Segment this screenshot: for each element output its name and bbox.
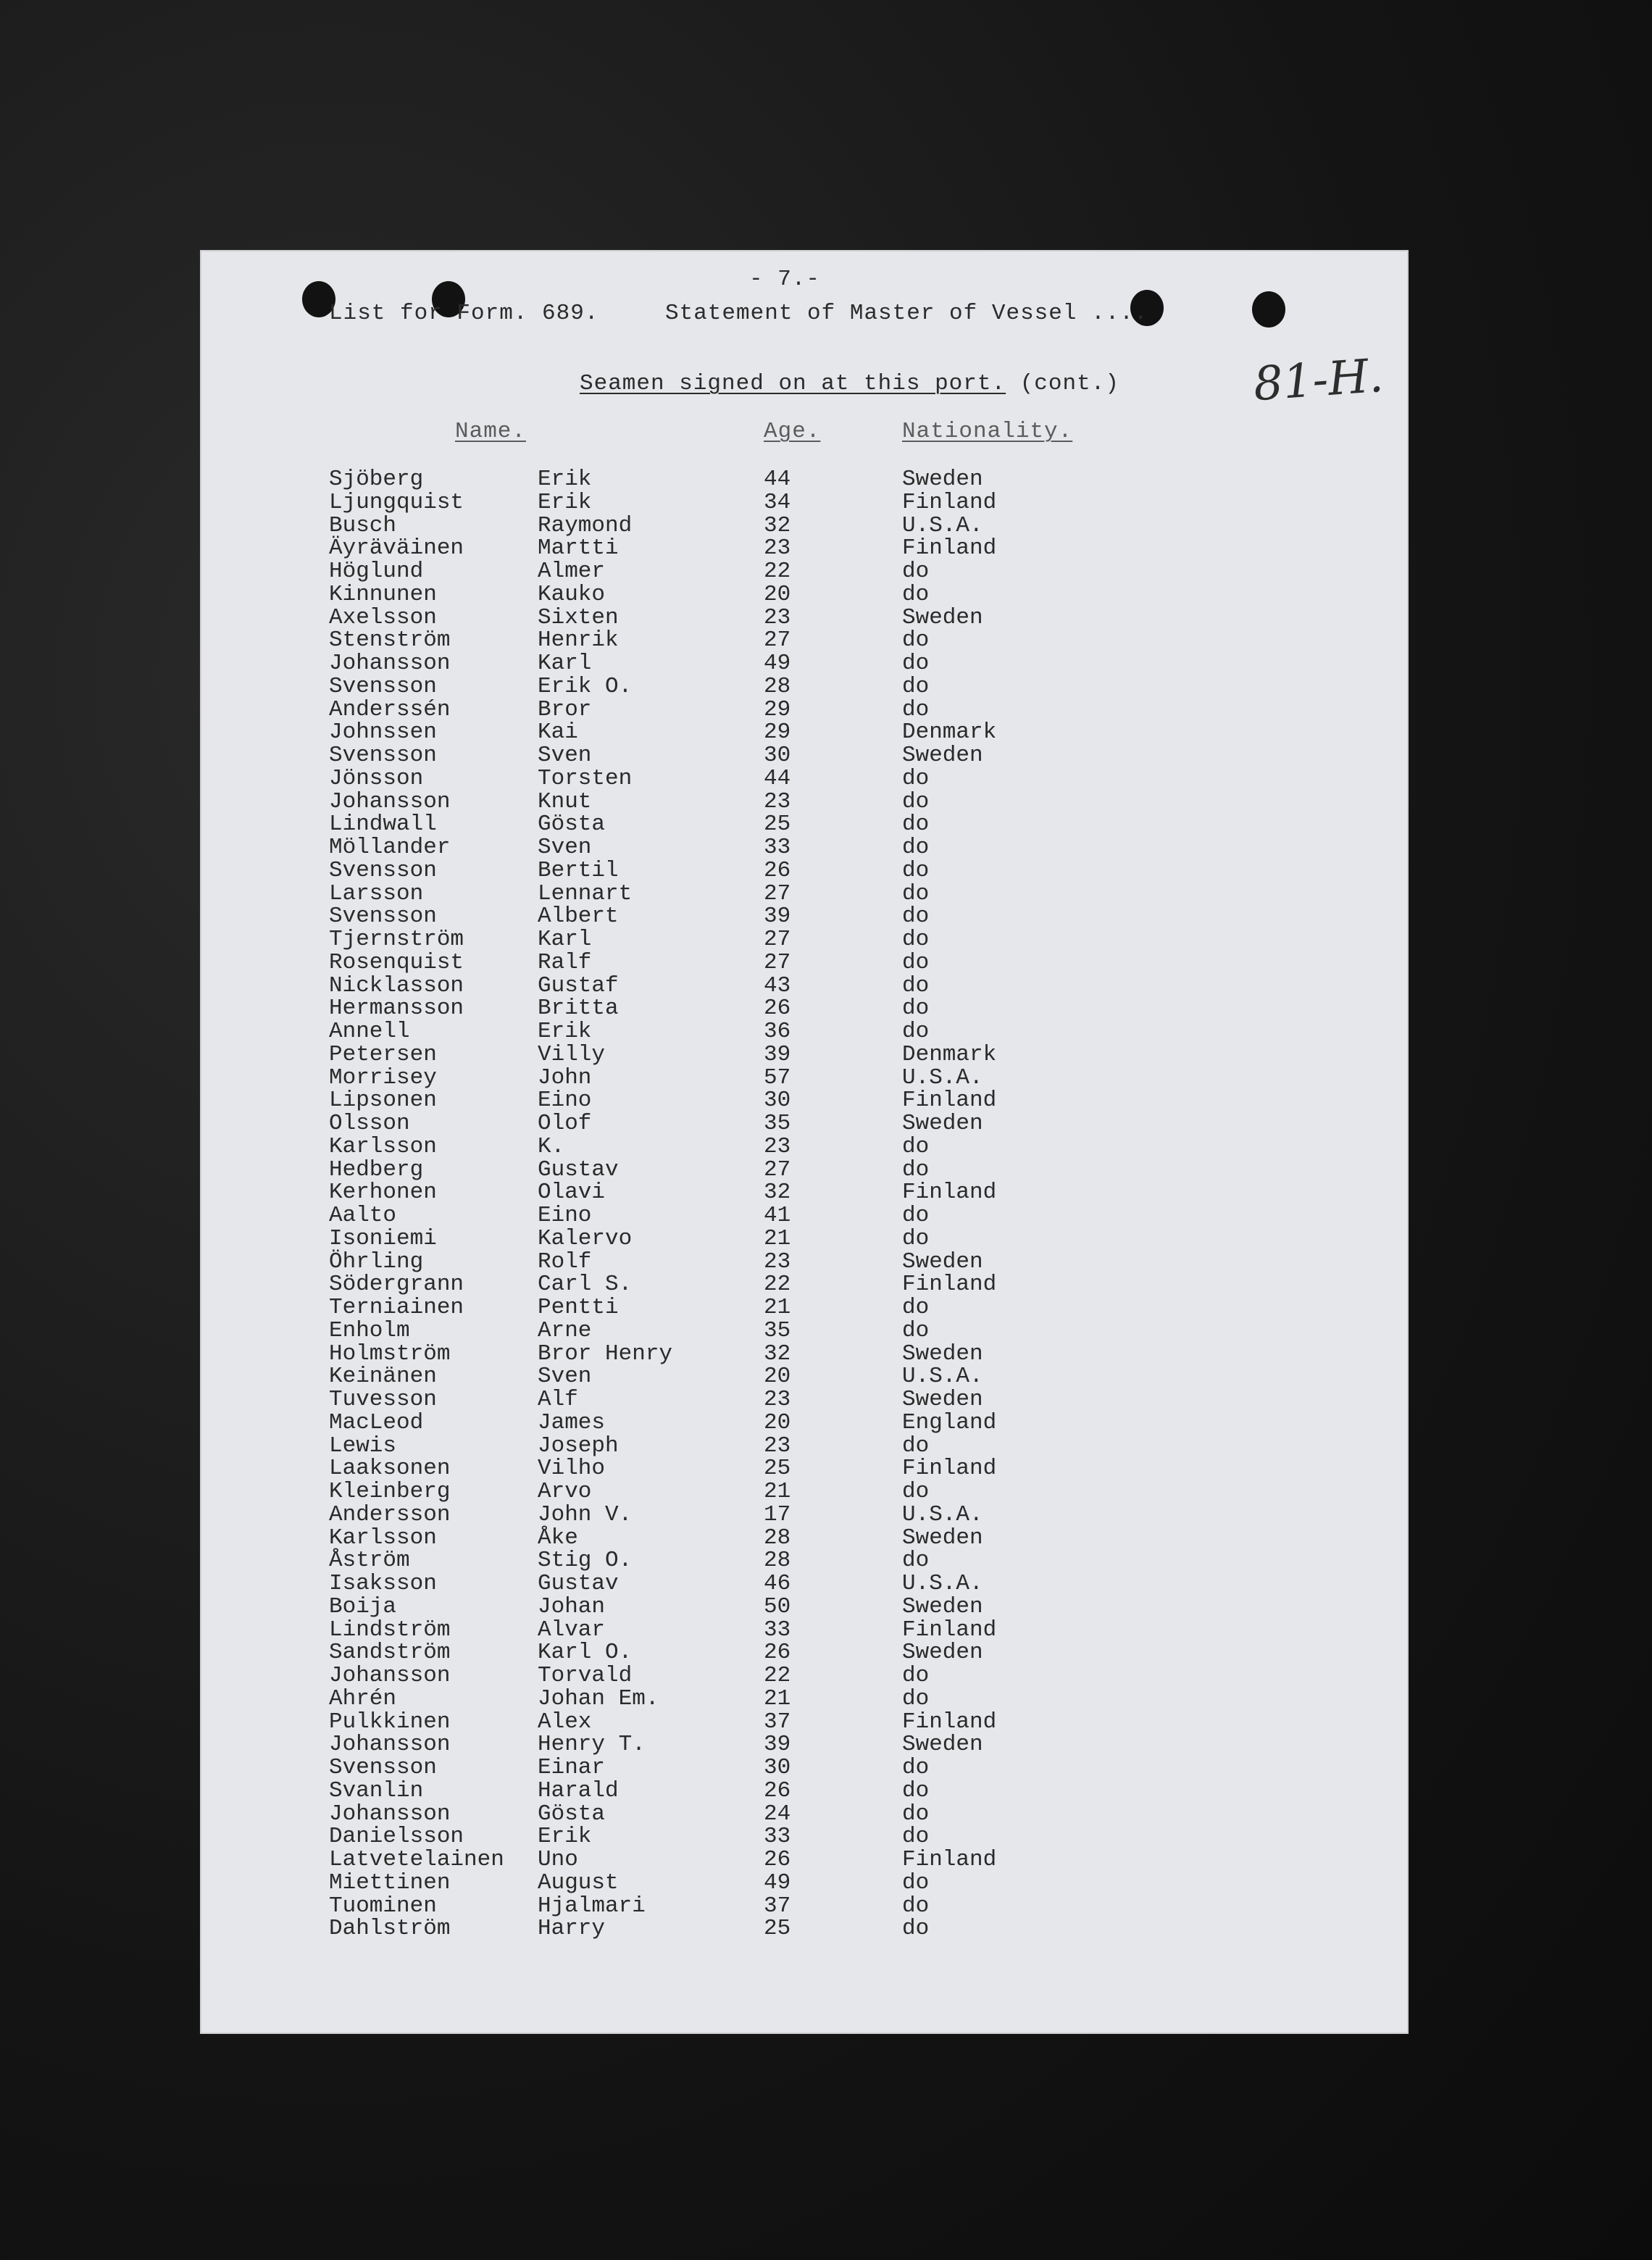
seaman-surname: Svensson	[329, 857, 437, 883]
seaman-nationality: Finland	[902, 1456, 997, 1482]
seaman-given-name: Hjalmari	[538, 1893, 646, 1919]
seaman-given-name: Åke	[538, 1525, 578, 1551]
seaman-nationality: do	[902, 1801, 930, 1827]
seaman-age: 28	[764, 1548, 791, 1574]
seaman-surname: Åström	[329, 1548, 410, 1574]
seaman-given-name: Arvo	[538, 1479, 592, 1504]
seaman-nationality: do	[902, 1479, 930, 1504]
seaman-given-name: Erik O.	[538, 673, 633, 699]
seaman-age: 21	[764, 1479, 791, 1504]
seaman-age: 26	[764, 1640, 791, 1666]
seaman-age: 33	[764, 835, 791, 860]
seaman-age: 22	[764, 1663, 791, 1688]
seaman-given-name: Olavi	[538, 1180, 606, 1206]
seaman-nationality: do	[902, 1317, 930, 1343]
seaman-age: 23	[764, 1433, 791, 1459]
seaman-nationality: do	[902, 1755, 930, 1780]
seaman-surname: Nicklasson	[329, 972, 464, 998]
handwritten-note: 81-H.	[1251, 349, 1385, 412]
seaman-surname: Johansson	[329, 1663, 451, 1688]
seaman-nationality: do	[902, 673, 930, 699]
seaman-age: 50	[764, 1593, 791, 1619]
seaman-given-name: Sixten	[538, 604, 619, 630]
seaman-age: 22	[764, 559, 791, 584]
seaman-surname: Södergrann	[329, 1272, 464, 1298]
seaman-age: 29	[764, 720, 791, 746]
seaman-surname: Johansson	[329, 1732, 451, 1758]
seaman-given-name: Pentti	[538, 1295, 619, 1320]
seaman-given-name: Lennart	[538, 880, 633, 906]
seaman-nationality: Finland	[902, 489, 997, 515]
seaman-age: 23	[764, 1133, 791, 1159]
seaman-nationality: do	[902, 1203, 930, 1228]
seaman-age: 21	[764, 1225, 791, 1251]
seaman-age: 32	[764, 1340, 791, 1367]
seaman-surname: Svensson	[329, 1755, 437, 1780]
seaman-given-name: Torsten	[538, 765, 633, 791]
seaman-age: 29	[764, 696, 791, 722]
seaman-given-name: Arne	[538, 1317, 592, 1343]
seaman-given-name: Gösta	[538, 1801, 606, 1827]
seaman-given-name: Johan	[538, 1593, 606, 1619]
seaman-given-name: Alex	[538, 1709, 592, 1735]
seaman-given-name: Gustaf	[538, 972, 619, 998]
seaman-surname: Lipsonen	[329, 1088, 437, 1114]
seaman-surname: Danielsson	[329, 1824, 464, 1850]
seaman-surname: Axelsson	[329, 604, 437, 630]
seaman-nationality: do	[902, 1824, 930, 1850]
seaman-age: 37	[764, 1709, 791, 1735]
section-suffix: (cont.)	[1019, 371, 1119, 396]
seaman-surname: Olsson	[329, 1111, 410, 1136]
seaman-given-name: Eino	[538, 1203, 592, 1228]
header-nationality: Nationality.	[902, 419, 1073, 444]
seaman-age: 43	[764, 972, 791, 998]
seaman-nationality: do	[902, 696, 930, 722]
seaman-nationality: Sweden	[902, 1593, 983, 1619]
seaman-given-name: Martti	[538, 535, 619, 562]
seaman-given-name: John	[538, 1064, 592, 1091]
seaman-nationality: Denmark	[902, 720, 997, 746]
seaman-nationality: U.S.A.	[902, 1064, 983, 1091]
seaman-given-name: Gustav	[538, 1156, 619, 1183]
seaman-given-name: Olof	[538, 1111, 592, 1136]
seaman-nationality: do	[902, 1295, 930, 1320]
seaman-surname: Karlsson	[329, 1133, 437, 1159]
seaman-age: 28	[764, 673, 791, 699]
seaman-nationality: do	[902, 812, 930, 838]
seaman-given-name: Carl S.	[538, 1272, 633, 1298]
seaman-nationality: Sweden	[902, 1111, 983, 1136]
seaman-age: 33	[764, 1617, 791, 1643]
seaman-surname: Latvetelainen	[329, 1847, 504, 1872]
seaman-age: 21	[764, 1295, 791, 1320]
seaman-age: 25	[764, 1916, 791, 1942]
seaman-given-name: Albert	[538, 904, 619, 930]
seaman-given-name: Bertil	[538, 857, 619, 883]
seaman-surname: Anderssén	[329, 696, 451, 722]
seaman-surname: Terniainen	[329, 1295, 464, 1320]
header-name: Name.	[455, 419, 527, 444]
seaman-age: 20	[764, 1364, 791, 1390]
seaman-surname: MacLeod	[329, 1409, 424, 1435]
seaman-age: 41	[764, 1203, 791, 1228]
seaman-age: 32	[764, 1180, 791, 1206]
seaman-nationality: do	[902, 1777, 930, 1804]
seaman-surname: Sjöberg	[329, 467, 424, 492]
seaman-given-name: Rolf	[538, 1248, 592, 1275]
seaman-surname: Ahrén	[329, 1685, 397, 1711]
seaman-given-name: Stig O.	[538, 1548, 633, 1574]
seaman-age: 39	[764, 1732, 791, 1758]
seaman-surname: Miettinen	[329, 1869, 451, 1896]
seaman-nationality: do	[902, 1893, 930, 1919]
seaman-age: 21	[764, 1685, 791, 1711]
seaman-given-name: James	[538, 1409, 606, 1435]
seaman-given-name: K.	[538, 1133, 565, 1159]
seaman-nationality: Finland	[902, 1180, 997, 1206]
seaman-age: 27	[764, 927, 791, 952]
seaman-surname: Öhrling	[329, 1248, 424, 1275]
seaman-age: 26	[764, 857, 791, 883]
seaman-surname: Möllander	[329, 835, 451, 860]
seaman-nationality: Sweden	[902, 1525, 983, 1551]
seaman-given-name: Einar	[538, 1755, 606, 1780]
seaman-age: 17	[764, 1501, 791, 1527]
seaman-surname: Karlsson	[329, 1525, 437, 1551]
seaman-nationality: England	[902, 1409, 997, 1435]
seaman-given-name: Erik	[538, 1824, 592, 1850]
seaman-age: 30	[764, 1088, 791, 1114]
seaman-age: 23	[764, 535, 791, 562]
seaman-nationality: do	[902, 835, 930, 860]
seaman-age: 27	[764, 949, 791, 975]
seaman-surname: Rosenquist	[329, 949, 464, 975]
seaman-given-name: Alf	[538, 1387, 578, 1412]
seaman-surname: Johansson	[329, 1801, 451, 1827]
seaman-nationality: do	[902, 559, 930, 584]
seaman-nationality: do	[902, 1663, 930, 1688]
seaman-given-name: Knut	[538, 788, 592, 814]
seaman-given-name: Bror Henry	[538, 1340, 673, 1367]
seaman-age: 20	[764, 581, 791, 607]
seaman-surname: Svanlin	[329, 1777, 424, 1804]
punch-hole	[1252, 291, 1285, 328]
seaman-nationality: Sweden	[902, 604, 983, 630]
section-title	[580, 371, 1119, 396]
seaman-surname: Isaksson	[329, 1571, 437, 1596]
seaman-age: 37	[764, 1893, 791, 1919]
seaman-given-name: Harald	[538, 1777, 619, 1804]
seaman-nationality: do	[902, 651, 930, 676]
seaman-surname: Jönsson	[329, 765, 424, 791]
seaman-surname: Busch	[329, 512, 397, 538]
seaman-nationality: do	[902, 627, 930, 654]
seaman-surname: Höglund	[329, 559, 424, 584]
seaman-age: 30	[764, 1755, 791, 1780]
seaman-given-name: Vilho	[538, 1456, 606, 1482]
seaman-surname: Enholm	[329, 1317, 410, 1343]
seaman-given-name: Karl	[538, 927, 592, 952]
seaman-given-name: Britta	[538, 996, 619, 1022]
seaman-surname: Tuominen	[329, 1893, 437, 1919]
seaman-surname: Sandström	[329, 1640, 451, 1666]
seaman-surname: Morrisey	[329, 1064, 437, 1091]
seaman-given-name: Joseph	[538, 1433, 619, 1459]
seaman-age: 25	[764, 1456, 791, 1482]
seaman-age: 20	[764, 1409, 791, 1435]
seaman-given-name: Gösta	[538, 812, 606, 838]
seaman-nationality: do	[902, 1869, 930, 1896]
seaman-age: 30	[764, 743, 791, 768]
seaman-nationality: Finland	[902, 1847, 997, 1872]
seaman-given-name: Raymond	[538, 512, 633, 538]
seaman-age: 26	[764, 1847, 791, 1872]
seaman-nationality: Sweden	[902, 743, 983, 768]
seaman-nationality: do	[902, 1916, 930, 1942]
seaman-surname: Lindström	[329, 1617, 451, 1643]
seaman-age: 44	[764, 467, 791, 492]
seaman-nationality: do	[902, 1019, 930, 1044]
seaman-nationality: Finland	[902, 1709, 997, 1735]
seaman-surname: Johansson	[329, 651, 451, 676]
seaman-surname: Keinänen	[329, 1364, 437, 1390]
seaman-surname: Larsson	[329, 880, 424, 906]
seaman-surname: Kleinberg	[329, 1479, 451, 1504]
seaman-nationality: Sweden	[902, 1340, 983, 1367]
seaman-given-name: Kai	[538, 720, 578, 746]
seaman-nationality: do	[902, 1433, 930, 1459]
seaman-given-name: Johan Em.	[538, 1685, 659, 1711]
seaman-given-name: Erik	[538, 1019, 592, 1044]
seaman-given-name: Sven	[538, 835, 592, 860]
seaman-nationality: do	[902, 788, 930, 814]
seaman-surname: Tuvesson	[329, 1387, 437, 1412]
seaman-nationality: do	[902, 996, 930, 1022]
seaman-surname: Stenström	[329, 627, 451, 654]
seaman-nationality: U.S.A.	[902, 1571, 983, 1596]
seaman-nationality: Denmark	[902, 1041, 997, 1067]
seaman-surname: Dahlström	[329, 1916, 451, 1942]
seaman-surname: Johansson	[329, 788, 451, 814]
header-age: Age.	[764, 419, 821, 444]
seaman-given-name: John V.	[538, 1501, 633, 1527]
seaman-nationality: do	[902, 581, 930, 607]
seaman-age: 24	[764, 1801, 791, 1827]
seaman-given-name: Henry T.	[538, 1732, 646, 1758]
seaman-given-name: Sven	[538, 743, 592, 768]
seaman-nationality: do	[902, 1685, 930, 1711]
seaman-given-name: Gustav	[538, 1571, 619, 1596]
seaman-given-name: Henrik	[538, 627, 619, 654]
seaman-nationality: U.S.A.	[902, 512, 983, 538]
seaman-age: 35	[764, 1111, 791, 1136]
seaman-given-name: Sven	[538, 1364, 592, 1390]
seaman-nationality: do	[902, 1225, 930, 1251]
seaman-given-name: Erik	[538, 467, 592, 492]
seaman-surname: Boija	[329, 1593, 397, 1619]
seaman-age: 49	[764, 1869, 791, 1896]
seaman-surname: Svensson	[329, 673, 437, 699]
seaman-nationality: do	[902, 1156, 930, 1183]
seaman-given-name: Alvar	[538, 1617, 606, 1643]
section-title-text: Seamen signed on at this port.	[580, 371, 1006, 396]
seaman-surname: Laaksonen	[329, 1456, 451, 1482]
seaman-age: 28	[764, 1525, 791, 1551]
seaman-nationality: U.S.A.	[902, 1501, 983, 1527]
seaman-given-name: Torvald	[538, 1663, 633, 1688]
seaman-given-name: Harry	[538, 1916, 606, 1942]
seaman-age: 27	[764, 627, 791, 654]
seaman-age: 27	[764, 880, 791, 906]
page-number: - 7.-	[749, 267, 821, 292]
seaman-given-name: Kalervo	[538, 1225, 633, 1251]
seaman-age: 57	[764, 1064, 791, 1091]
seaman-nationality: do	[902, 857, 930, 883]
seaman-given-name: Eino	[538, 1088, 592, 1114]
statement-line: Statement of Master of Vessel ....	[665, 301, 1148, 326]
seaman-surname: Pulkkinen	[329, 1709, 451, 1735]
seaman-nationality: do	[902, 880, 930, 906]
seaman-given-name: Bror	[538, 696, 592, 722]
seaman-given-name: Almer	[538, 559, 606, 584]
seaman-nationality: do	[902, 1133, 930, 1159]
seaman-surname: Lewis	[329, 1433, 397, 1459]
seaman-age: 36	[764, 1019, 791, 1044]
seaman-age: 23	[764, 788, 791, 814]
seaman-surname: Kerhonen	[329, 1180, 437, 1206]
seaman-surname: Aalto	[329, 1203, 397, 1228]
seaman-nationality: do	[902, 1548, 930, 1574]
seaman-nationality: do	[902, 904, 930, 930]
seaman-nationality: Sweden	[902, 1248, 983, 1275]
seaman-nationality: Sweden	[902, 1387, 983, 1412]
seaman-age: 23	[764, 604, 791, 630]
seaman-age: 27	[764, 1156, 791, 1183]
seaman-given-name: Erik	[538, 489, 592, 515]
seaman-age: 25	[764, 812, 791, 838]
seaman-age: 32	[764, 512, 791, 538]
seaman-surname: Johnssen	[329, 720, 437, 746]
seaman-age: 35	[764, 1317, 791, 1343]
seaman-surname: Svensson	[329, 904, 437, 930]
seaman-age: 23	[764, 1387, 791, 1412]
seaman-surname: Petersen	[329, 1041, 437, 1067]
seaman-nationality: Finland	[902, 1272, 997, 1298]
seaman-surname: Tjernström	[329, 927, 464, 952]
seaman-nationality: Sweden	[902, 467, 983, 492]
seaman-given-name: Karl O.	[538, 1640, 633, 1666]
seaman-nationality: U.S.A.	[902, 1364, 983, 1390]
seaman-age: 33	[764, 1824, 791, 1850]
seaman-surname: Ljungquist	[329, 489, 464, 515]
seaman-age: 44	[764, 765, 791, 791]
seaman-age: 26	[764, 996, 791, 1022]
seaman-given-name: Karl	[538, 651, 592, 676]
seaman-given-name: August	[538, 1869, 619, 1896]
seaman-nationality: do	[902, 972, 930, 998]
seaman-given-name: Villy	[538, 1041, 606, 1067]
seaman-age: 39	[764, 904, 791, 930]
seaman-nationality: Finland	[902, 1088, 997, 1114]
seaman-age: 26	[764, 1777, 791, 1804]
seaman-nationality: Finland	[902, 1617, 997, 1643]
form-line: List for Form. 689.	[329, 301, 599, 326]
seaman-nationality: Sweden	[902, 1732, 983, 1758]
seaman-given-name: Uno	[538, 1847, 578, 1872]
seaman-age: 39	[764, 1041, 791, 1067]
seaman-nationality: Sweden	[902, 1640, 983, 1666]
seaman-age: 49	[764, 651, 791, 676]
seaman-age: 46	[764, 1571, 791, 1596]
seaman-nationality: do	[902, 949, 930, 975]
seaman-nationality: do	[902, 765, 930, 791]
seaman-surname: Hermansson	[329, 996, 464, 1022]
seaman-surname: Kinnunen	[329, 581, 437, 607]
seaman-nationality: do	[902, 927, 930, 952]
seaman-surname: Svensson	[329, 743, 437, 768]
seaman-nationality: Finland	[902, 535, 997, 562]
seaman-surname: Holmström	[329, 1340, 451, 1367]
seaman-age: 23	[764, 1248, 791, 1275]
seaman-surname: Lindwall	[329, 812, 437, 838]
seaman-surname: Annell	[329, 1019, 410, 1044]
seaman-surname: Äyräväinen	[329, 535, 464, 562]
seaman-given-name: Kauko	[538, 581, 606, 607]
seaman-surname: Andersson	[329, 1501, 451, 1527]
seaman-given-name: Ralf	[538, 949, 592, 975]
seaman-surname: Isoniemi	[329, 1225, 437, 1251]
seaman-surname: Hedberg	[329, 1156, 424, 1183]
seaman-age: 22	[764, 1272, 791, 1298]
seaman-age: 34	[764, 489, 791, 515]
